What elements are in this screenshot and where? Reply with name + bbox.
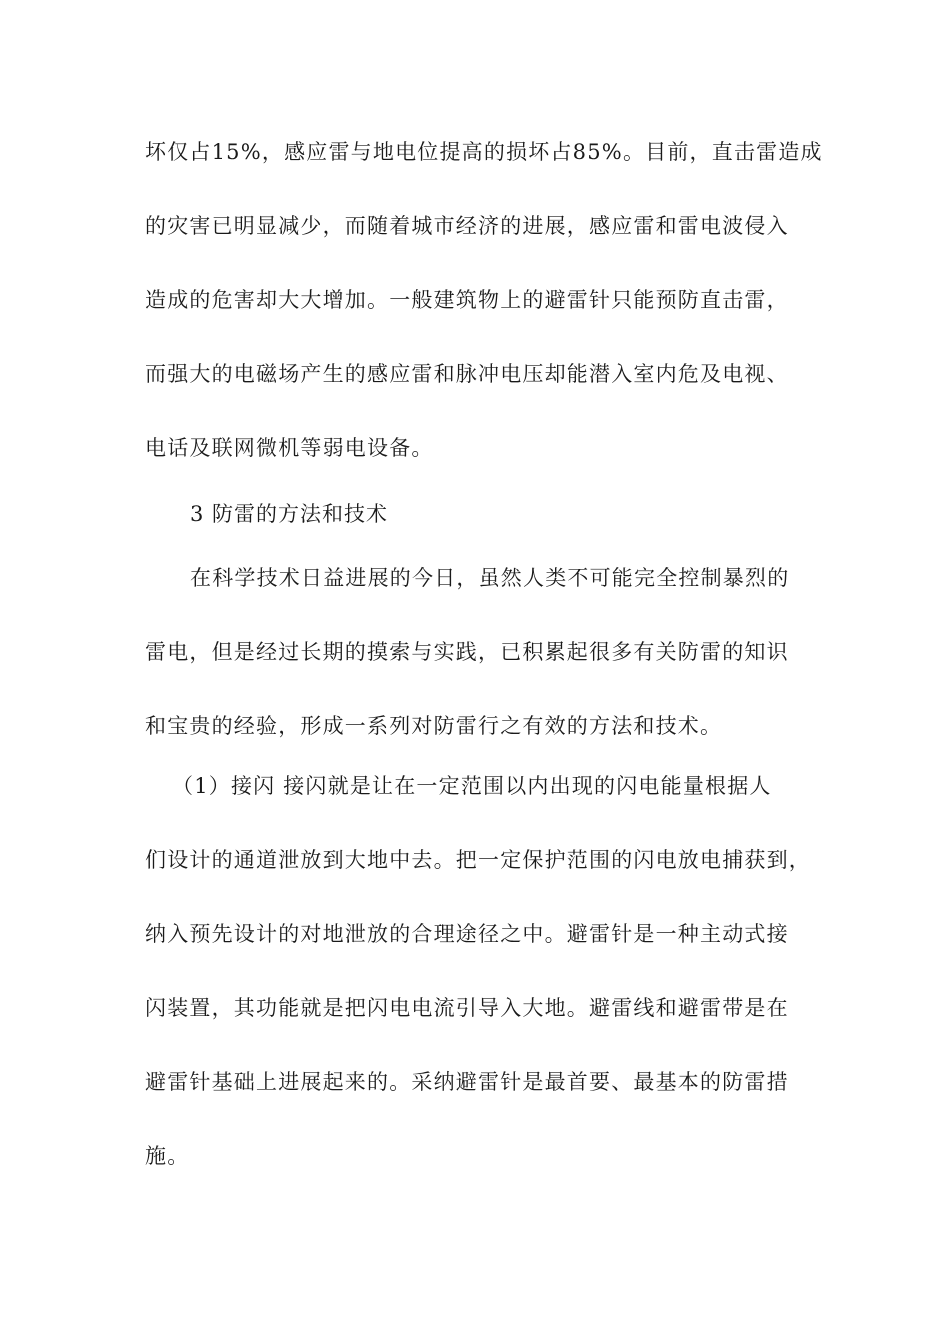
section-heading: 3 防雷的方法和技术 bbox=[190, 502, 389, 526]
paragraph-line-1: 坏仅占15%，感应雷与地电位提高的损坏占85%。目前，直击雷造成 bbox=[145, 140, 823, 164]
paragraph-line-10: 们设计的通道泄放到大地中去。把一定保护范围的闪电放电捕获到， bbox=[145, 848, 811, 872]
paragraph-line-5: 电话及联网微机等弱电设备。 bbox=[145, 436, 434, 460]
paragraph-line-2: 的灾害已明显减少，而随着城市经济的进展，感应雷和雷电波侵入 bbox=[145, 214, 789, 238]
paragraph-line-14: 施。 bbox=[145, 1144, 190, 1168]
paragraph-line-9: （1）接闪 接闪就是让在一定范围以内出现的闪电能量根据人 bbox=[172, 774, 772, 798]
paragraph-line-4: 而强大的电磁场产生的感应雷和脉冲电压却能潜入室内危及电视、 bbox=[145, 362, 789, 386]
paragraph-line-7: 雷电，但是经过长期的摸索与实践，已积累起很多有关防雷的知识 bbox=[145, 640, 789, 664]
paragraph-line-11: 纳入预先设计的对地泄放的合理途径之中。避雷针是一种主动式接 bbox=[145, 922, 789, 946]
paragraph-line-12: 闪装置，其功能就是把闪电电流引导入大地。避雷线和避雷带是在 bbox=[145, 996, 789, 1020]
paragraph-line-13: 避雷针基础上进展起来的。采纳避雷针是最首要、最基本的防雷措 bbox=[145, 1070, 789, 1094]
paragraph-line-3: 造成的危害却大大增加。一般建筑物上的避雷针只能预防直击雷， bbox=[145, 288, 789, 312]
paragraph-line-8: 和宝贵的经验，形成一系列对防雷行之有效的方法和技术。 bbox=[145, 714, 723, 738]
paragraph-line-6: 在科学技术日益进展的今日，虽然人类不可能完全控制暴烈的 bbox=[190, 566, 790, 590]
